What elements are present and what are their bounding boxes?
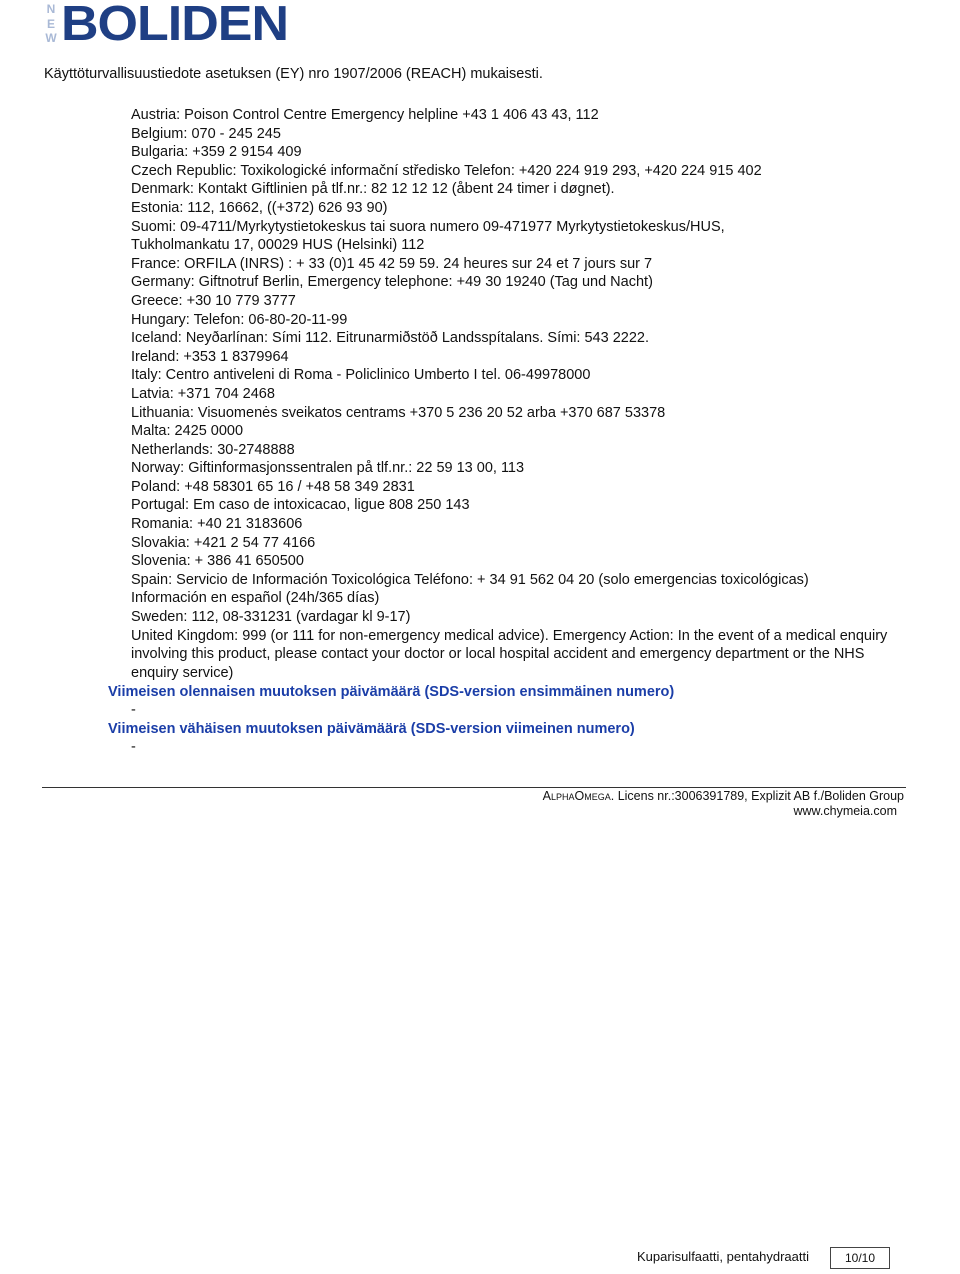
page-number: 10/10 [830,1247,890,1269]
contact-line: Netherlands: 30-2748888 [131,441,295,458]
contact-line: Denmark: Kontakt Giftlinien på tlf.nr.: 82 12 12 12 (åbent 24 timer i døgnet). [131,181,615,198]
logo-wordmark: BOLIDEN [61,0,288,52]
contact-line: Sweden: 112, 08-331231 (vardagar kl 9-17) [131,609,411,626]
contact-line: Información en español (24h/365 días) [131,590,380,607]
contact-line: Czech Republic: Toxikologické informační středisko Telefon: +420 224 919 293, +420 224 915 402 [131,162,762,179]
contact-line: United Kingdom: 999 (or 111 for non-emergency medical advice). Emergency Action: In the event of a medical enquiry involving this product, please contact your doctor or local hospital accident and emergency department or the NHS enquiry service) [131,627,888,681]
logo-prefix-letter: N [46,2,56,16]
contact-line: Suomi: 09-4711/Myrkytystietokeskus tai suora numero 09-471977 Myrkytystietokeskus/HUS, [131,218,725,235]
contact-line: Estonia: 112, 16662, ((+372) 626 93 90) [131,199,388,216]
footer-divider [42,787,906,788]
contact-line: Slovakia: +421 2 54 77 4166 [131,534,316,551]
footer-license-text: Licens nr.:3006391789, Explizit AB f./Boliden Group [614,789,904,803]
contact-line: Malta: 2425 0000 [131,423,244,440]
contact-line: Latvia: +371 704 2468 [131,385,275,402]
contact-line: Bulgaria: +359 2 9154 409 [131,144,302,161]
contact-line: Poland: +48 58301 65 16 / +48 58 349 2831 [131,478,415,495]
contact-line: Portugal: Em caso de intoxicacao, ligue 808 250 143 [131,497,470,514]
contact-line: Slovenia: + 386 41 650500 [131,553,304,570]
logo-new-prefix [44,3,58,45]
revision-major-heading: Viimeisen olennaisen muutoksen päivämäärä (SDS-version ensimmäinen numero) [108,684,675,700]
logo-prefix-letter: W [45,31,57,45]
contact-line: Lithuania: Visuomenės sveikatos centrams +370 5 236 20 52 arba +370 687 53378 [131,404,666,421]
contact-line: Hungary: Telefon: 06-80-20-11-99 [131,311,348,328]
contact-line: Romania: +40 21 3183606 [131,516,303,533]
logo-prefix-letter: E [46,16,55,31]
contact-line: Belgium: 070 - 245 245 [131,125,281,142]
contact-line: Italy: Centro antiveleni di Roma - Policlinico Umberto I tel. 06-49978000 [131,367,591,384]
contact-line: Iceland: Neyðarlínan: Sími 112. Eitrunarmiðstöð Landsspítalans. Sími: 543 2222. [131,330,649,347]
revision-minor-heading: Viimeisen vähäisen muutoksen päivämäärä (SDS-version viimeinen numero) [108,721,635,737]
contact-line: France: ORFILA (INRS) : + 33 (0)1 45 42 59 59. 24 heures sur 24 et 7 jours sur 7 [131,255,653,272]
contact-line: Tukholmankatu 17, 00029 HUS (Helsinki) 112 [131,237,425,254]
footer-vendor: AlphaOmega. [542,789,615,803]
contact-line: Greece: +30 10 779 3777 [131,292,296,309]
company-logo [44,0,288,52]
footer-license [543,789,904,804]
contact-line: Spain: Servicio de Información Toxicológica Teléfono: + 34 91 562 04 20 (solo emergencias toxicológicas) [131,571,809,588]
revision-major-value: - [131,702,136,718]
regulation-line: Käyttöturvallisuustiedote asetuksen (EY) nro 1907/2006 (REACH) mukaisesti. [44,66,543,82]
emergency-contacts-list [131,106,931,682]
revision-minor-value: - [131,739,136,755]
contact-line: Austria: Poison Control Centre Emergency helpline +43 1 406 43 43, 112 [131,107,599,123]
contact-line: Germany: Giftnotruf Berlin, Emergency telephone: +49 30 19240 (Tag und Nacht) [131,274,653,291]
document-name: Kuparisulfaatti, pentahydraatti [637,1249,809,1264]
contact-line: Ireland: +353 1 8379964 [131,348,289,365]
footer-website: www.chymeia.com [793,804,897,818]
contact-line: Norway: Giftinformasjonssentralen på tlf.nr.: 22 59 13 00, 113 [131,460,525,477]
